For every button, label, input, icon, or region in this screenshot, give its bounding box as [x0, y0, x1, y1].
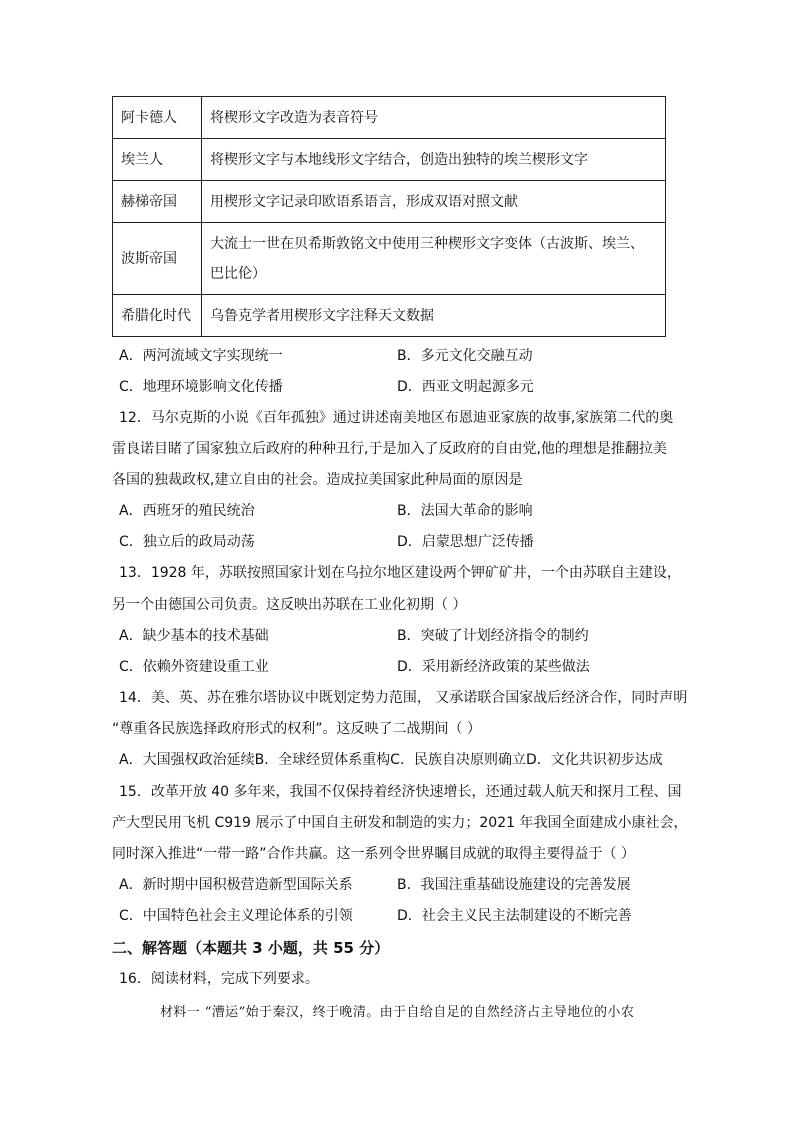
- q12-option-c: C．独立后的政局动荡: [119, 534, 255, 550]
- q13-option-d: D．采用新经济政策的某些做法: [397, 659, 590, 675]
- q13-option-a: A．缺少基本的技术基础: [119, 628, 269, 644]
- q15-option-c: C．中国特色社会主义理论体系的引领: [119, 908, 353, 924]
- table-cell-civilization: 波斯帝国: [113, 223, 202, 295]
- table-cell-civilization: 希腊化时代: [113, 295, 202, 337]
- table-row: [113, 181, 666, 223]
- table-cell-description: 将楔形文字与本地线形文字结合，创造出独特的埃兰楔形文字: [202, 139, 666, 181]
- table-row: [113, 223, 666, 295]
- table-row: [113, 295, 666, 337]
- q13-option-c: C．依赖外资建设重工业: [119, 659, 269, 675]
- q11-option-c: C．地理环境影响文化传播: [119, 379, 283, 395]
- table-cell-description: 用楔形文字记录印欧语系语言，形成双语对照文献: [202, 181, 666, 223]
- q15-stem-line2: 产大型民用飞机 C919 展示了中国自主研发和制造的实力；2021 年我国全面建成小康社会，: [112, 815, 688, 831]
- q12-stem-line3: 各国的独裁政权,建立自由的社会。造成拉美国家此种局面的原因是: [112, 472, 523, 488]
- q11-option-b: B．多元文化交融互动: [397, 348, 533, 364]
- q13-stem-line2: 另一个由德国公司负责。这反映出苏联在工业化初期（ ）: [112, 597, 467, 613]
- q12-option-a: A．西班牙的殖民统治: [119, 503, 255, 519]
- table-row: [113, 139, 666, 181]
- q15-option-a: A．新时期中国积极营造新型国际关系: [119, 877, 353, 893]
- q16-material: 材料一 “漕运”始于秦汉，终于晚清。由于自给自足的自然经济占主导地位的小农: [160, 1005, 635, 1020]
- q15-option-d: D．社会主义民主法制建设的不断完善: [397, 908, 632, 924]
- civilization-table: [112, 96, 666, 337]
- q11-option-a: A．两河流域文字实现统一: [119, 348, 283, 364]
- q12-stem-line2: 雷良诺目睹了国家独立后政府的种种丑行,于是加入了反政府的自由党,他的理想是推翻拉美: [112, 441, 667, 457]
- q13-option-b: B．突破了计划经济指令的制约: [397, 628, 589, 644]
- q14-stem-line2: “尊重各民族选择政府形式的权利”。这反映了二战期间（ ）: [112, 721, 481, 737]
- q16-stem: 16．阅读材料，完成下列要求。: [119, 971, 319, 987]
- q15-stem-line3: 同时深入推进“一带一路”合作共赢。这一系列令世界瞩目成就的取得主要得益于（ ）: [112, 846, 635, 862]
- q15-stem-line1: 15．改革开放 40 多年来，我国不仅保持着经济快速增长，还通过载人航天和探月工程、国: [119, 784, 682, 800]
- section-heading: 二、解答题（本题共 3 小题，共 55 分）: [112, 939, 390, 957]
- table-cell-description: 乌鲁克学者用楔形文字注释天文数据: [202, 295, 666, 337]
- table-cell-civilization: 赫梯帝国: [113, 181, 202, 223]
- table-cell-description: 大流士一世在贝希斯敦铭文中使用三种楔形文字变体（古波斯、埃兰、巴比伦）: [202, 223, 666, 295]
- q13-stem-line1: 13．1928 年，苏联按照国家计划在乌拉尔地区建设两个钾矿矿井，一个由苏联自主建设，: [119, 565, 681, 581]
- table-cell-description: 将楔形文字改造为表音符号: [202, 97, 666, 139]
- table-cell-civilization: 埃兰人: [113, 139, 202, 181]
- q11-option-d: D．西亚文明起源多元: [397, 379, 534, 395]
- q12-option-b: B．法国大革命的影响: [397, 503, 533, 519]
- q14-stem-line1: 14．美、英、苏在雅尔塔协议中既划定势力范围， 又承诺联合国家战后经济合作，同时声明: [119, 690, 688, 706]
- table-cell-civilization: 阿卡德人: [113, 97, 202, 139]
- q15-option-b: B．我国注重基础设施建设的完善发展: [397, 877, 631, 893]
- table-row: [113, 97, 666, 139]
- q14-options: A．大国强权政治延续B．全球经贸体系重构C．民族自决原则确立D．文化共识初步达成: [119, 752, 663, 768]
- q12-option-d: D．启蒙思想广泛传播: [397, 534, 534, 550]
- q12-stem-line1: 12．马尔克斯的小说《百年孤独》通过讲述南美地区布恩迪亚家族的故事,家族第二代的奥: [119, 410, 674, 426]
